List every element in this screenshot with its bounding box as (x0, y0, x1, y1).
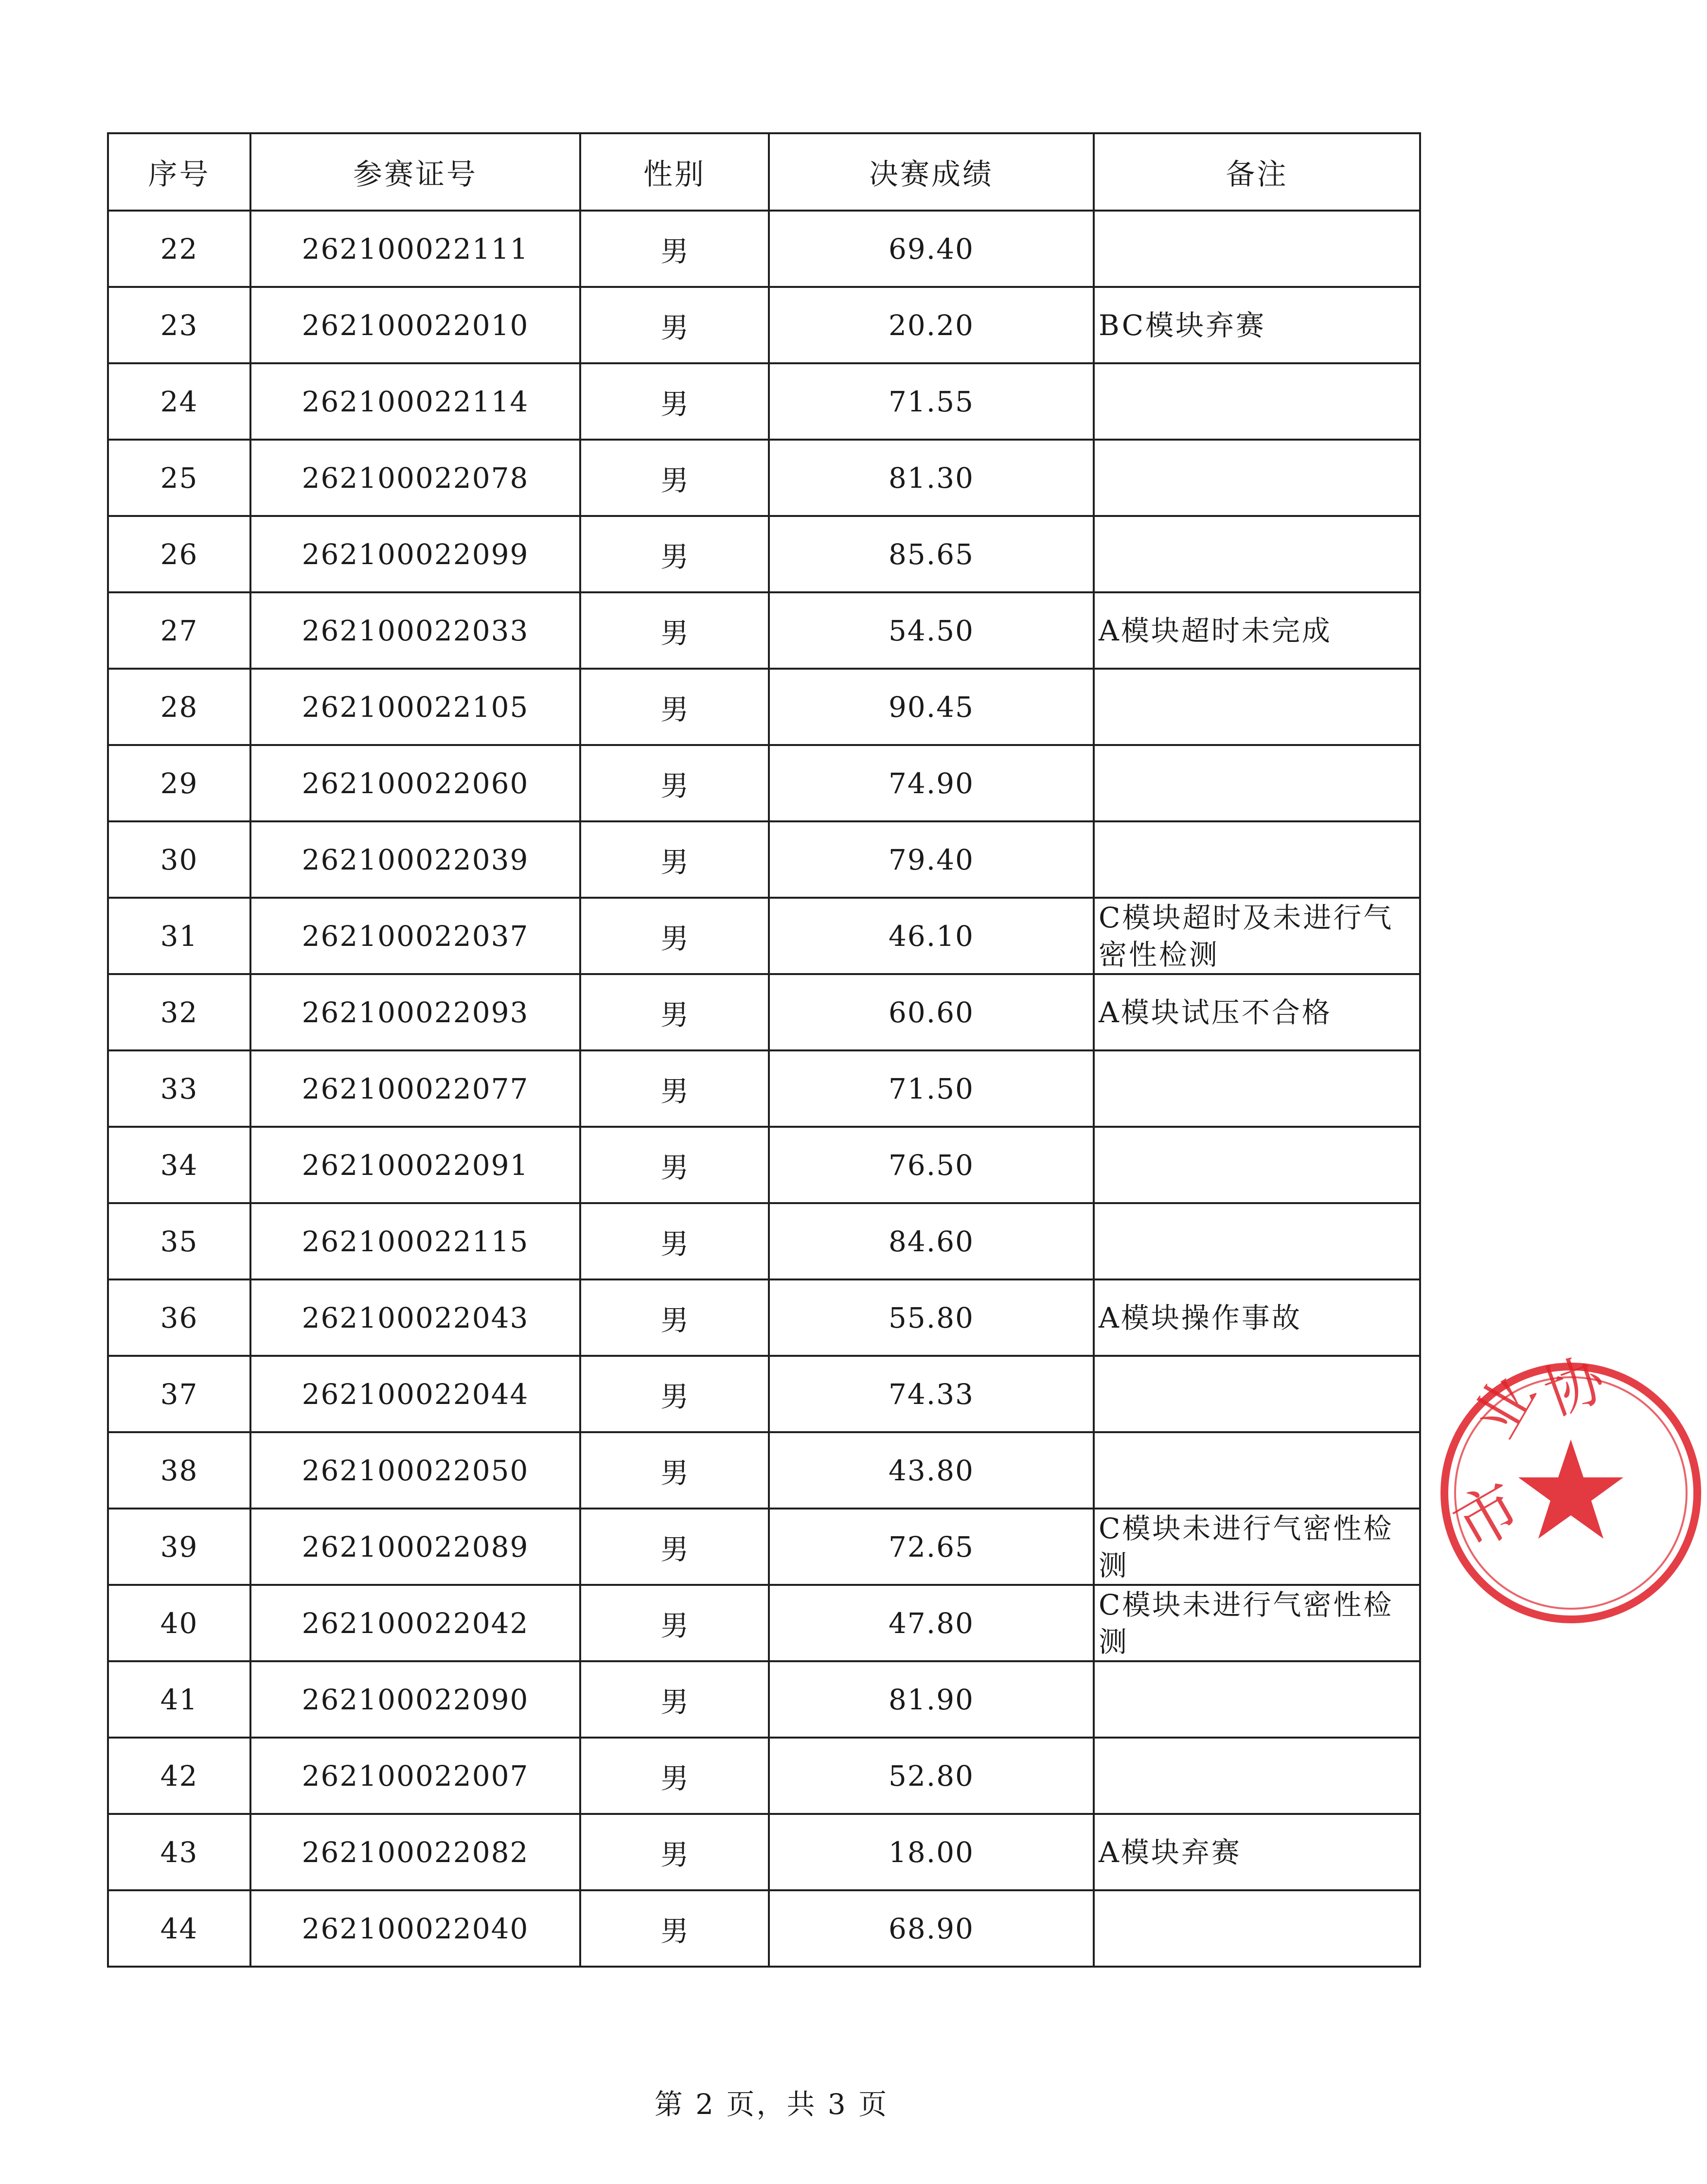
row-score: 85.65 (769, 516, 1094, 592)
table-row (108, 1279, 1420, 1356)
table-row (108, 669, 1420, 745)
row-score: 74.90 (769, 745, 1094, 821)
row-score: 71.50 (769, 1050, 1094, 1127)
row-entry-id: 262100022115 (250, 1203, 580, 1279)
row-note (1094, 1203, 1420, 1279)
row-entry-id: 262100022077 (250, 1050, 580, 1127)
row-gender: 男 (580, 211, 769, 287)
row-note: C模块未进行气密性检测 (1094, 1585, 1420, 1661)
table-header-row (108, 133, 1420, 211)
results-table (107, 132, 1421, 1968)
row-gender: 男 (580, 516, 769, 592)
row-gender: 男 (580, 592, 769, 669)
table-body (108, 211, 1420, 1967)
row-gender: 男 (580, 363, 769, 440)
row-score: 79.40 (769, 821, 1094, 898)
row-note (1094, 516, 1420, 592)
row-index: 35 (108, 1203, 250, 1279)
row-score: 47.80 (769, 1585, 1094, 1661)
row-index: 24 (108, 363, 250, 440)
row-entry-id: 262100022060 (250, 745, 580, 821)
row-entry-id: 262100022091 (250, 1127, 580, 1203)
row-score: 55.80 (769, 1279, 1094, 1356)
row-index: 37 (108, 1356, 250, 1432)
row-index: 22 (108, 211, 250, 287)
row-note (1094, 669, 1420, 745)
row-score: 54.50 (769, 592, 1094, 669)
row-entry-id: 262100022040 (250, 1890, 580, 1967)
header-gender: 性别 (580, 133, 769, 211)
row-gender: 男 (580, 287, 769, 363)
row-index: 36 (108, 1279, 250, 1356)
row-entry-id: 262100022114 (250, 363, 580, 440)
table-row (108, 1814, 1420, 1890)
table-row (108, 898, 1420, 974)
row-gender: 男 (580, 821, 769, 898)
row-gender: 男 (580, 1814, 769, 1890)
row-gender: 男 (580, 1509, 769, 1585)
row-gender: 男 (580, 1050, 769, 1127)
row-entry-id: 262100022044 (250, 1356, 580, 1432)
table-row (108, 974, 1420, 1050)
row-entry-id: 262100022043 (250, 1279, 580, 1356)
row-score: 71.55 (769, 363, 1094, 440)
row-score: 81.30 (769, 440, 1094, 516)
table-row (108, 1738, 1420, 1814)
svg-text:业: 业 (1461, 1365, 1549, 1449)
row-score: 81.90 (769, 1661, 1094, 1738)
header-score: 决赛成绩 (769, 133, 1094, 211)
header-note: 备注 (1094, 133, 1420, 211)
row-index: 33 (108, 1050, 250, 1127)
table-row (108, 592, 1420, 669)
row-score: 74.33 (769, 1356, 1094, 1432)
row-gender: 男 (580, 1738, 769, 1814)
row-note (1094, 440, 1420, 516)
row-gender: 男 (580, 1279, 769, 1356)
table-row (108, 1890, 1420, 1967)
row-note (1094, 1890, 1420, 1967)
row-gender: 男 (580, 669, 769, 745)
svg-text:市: 市 (1441, 1469, 1534, 1564)
row-entry-id: 262100022050 (250, 1432, 580, 1509)
table-row (108, 1203, 1420, 1279)
table-row (108, 1050, 1420, 1127)
row-note (1094, 1356, 1420, 1432)
row-gender: 男 (580, 745, 769, 821)
row-gender: 男 (580, 1432, 769, 1509)
official-seal-stamp (1435, 1345, 1707, 1629)
row-gender: 男 (580, 1661, 769, 1738)
table-row (108, 1509, 1420, 1585)
table-row (108, 211, 1420, 287)
row-entry-id: 262100022089 (250, 1509, 580, 1585)
row-index: 31 (108, 898, 250, 974)
row-note (1094, 821, 1420, 898)
row-entry-id: 262100022007 (250, 1738, 580, 1814)
row-note: A模块试压不合格 (1094, 974, 1420, 1050)
table-row (108, 821, 1420, 898)
row-index: 41 (108, 1661, 250, 1738)
row-index: 40 (108, 1585, 250, 1661)
row-note: A模块操作事故 (1094, 1279, 1420, 1356)
row-index: 39 (108, 1509, 250, 1585)
row-gender: 男 (580, 440, 769, 516)
table-row (108, 363, 1420, 440)
row-entry-id: 262100022010 (250, 287, 580, 363)
row-note (1094, 1661, 1420, 1738)
row-gender: 男 (580, 1585, 769, 1661)
row-score: 90.45 (769, 669, 1094, 745)
row-score: 20.20 (769, 287, 1094, 363)
row-gender: 男 (580, 974, 769, 1050)
header-index: 序号 (108, 133, 250, 211)
row-note: C模块超时及未进行气密性检测 (1094, 898, 1420, 974)
row-score: 69.40 (769, 211, 1094, 287)
row-note (1094, 1738, 1420, 1814)
table-row (108, 1356, 1420, 1432)
row-entry-id: 262100022090 (250, 1661, 580, 1738)
row-score: 68.90 (769, 1890, 1094, 1967)
table-row (108, 1661, 1420, 1738)
row-score: 60.60 (769, 974, 1094, 1050)
row-index: 28 (108, 669, 250, 745)
row-index: 38 (108, 1432, 250, 1509)
row-index: 30 (108, 821, 250, 898)
row-score: 76.50 (769, 1127, 1094, 1203)
row-note (1094, 211, 1420, 287)
header-entry-id: 参赛证号 (250, 133, 580, 211)
row-entry-id: 262100022037 (250, 898, 580, 974)
row-entry-id: 262100022039 (250, 821, 580, 898)
table-row (108, 1585, 1420, 1661)
row-entry-id: 262100022078 (250, 440, 580, 516)
row-gender: 男 (580, 898, 769, 974)
svg-text:协: 协 (1535, 1345, 1614, 1429)
row-gender: 男 (580, 1890, 769, 1967)
row-entry-id: 262100022042 (250, 1585, 580, 1661)
row-note (1094, 1432, 1420, 1509)
row-index: 42 (108, 1738, 250, 1814)
page-footer: 第 2 页，共 3 页 (654, 2088, 889, 2121)
row-note (1094, 1050, 1420, 1127)
row-entry-id: 262100022033 (250, 592, 580, 669)
row-index: 34 (108, 1127, 250, 1203)
row-note (1094, 363, 1420, 440)
row-note (1094, 745, 1420, 821)
row-score: 84.60 (769, 1203, 1094, 1279)
table-row (108, 287, 1420, 363)
row-index: 44 (108, 1890, 250, 1967)
row-index: 26 (108, 516, 250, 592)
row-note (1094, 1127, 1420, 1203)
row-entry-id: 262100022082 (250, 1814, 580, 1890)
row-score: 52.80 (769, 1738, 1094, 1814)
row-index: 25 (108, 440, 250, 516)
row-note: A模块弃赛 (1094, 1814, 1420, 1890)
row-index: 32 (108, 974, 250, 1050)
seal-star-icon (1518, 1439, 1623, 1539)
row-score: 43.80 (769, 1432, 1094, 1509)
row-gender: 男 (580, 1127, 769, 1203)
row-score: 46.10 (769, 898, 1094, 974)
row-note: C模块未进行气密性检测 (1094, 1509, 1420, 1585)
row-entry-id: 262100022105 (250, 669, 580, 745)
row-index: 27 (108, 592, 250, 669)
row-index: 29 (108, 745, 250, 821)
row-note: A模块超时未完成 (1094, 592, 1420, 669)
row-gender: 男 (580, 1203, 769, 1279)
table-row (108, 516, 1420, 592)
table-row (108, 1432, 1420, 1509)
row-note: BC模块弃赛 (1094, 287, 1420, 363)
table-row (108, 745, 1420, 821)
table-row (108, 440, 1420, 516)
row-entry-id: 262100022093 (250, 974, 580, 1050)
row-score: 18.00 (769, 1814, 1094, 1890)
row-gender: 男 (580, 1356, 769, 1432)
row-index: 23 (108, 287, 250, 363)
row-score: 72.65 (769, 1509, 1094, 1585)
row-index: 43 (108, 1814, 250, 1890)
row-entry-id: 262100022111 (250, 211, 580, 287)
table-row (108, 1127, 1420, 1203)
row-entry-id: 262100022099 (250, 516, 580, 592)
